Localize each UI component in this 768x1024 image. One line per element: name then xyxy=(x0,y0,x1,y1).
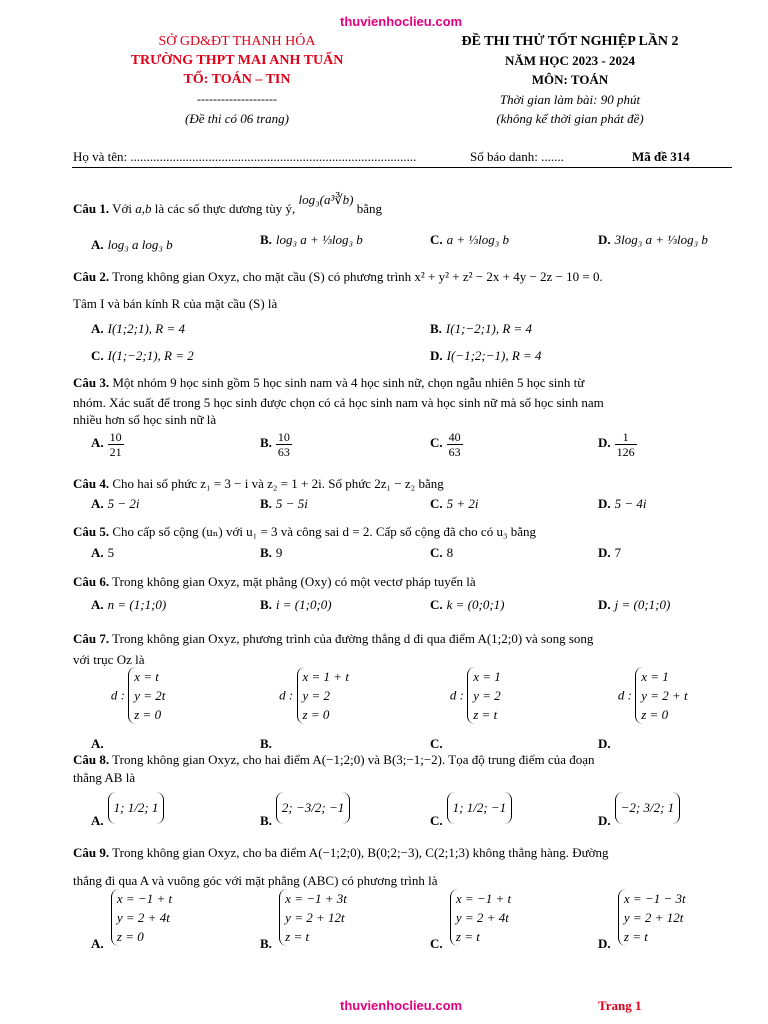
question-3-line-3: nhiều hơn số học sinh nữ là xyxy=(73,412,217,427)
q3-option-a[interactable]: A. $\frac{10}{21}$ xyxy=(91,430,122,459)
equation-system: x = 1 y = 2 z = t xyxy=(467,667,501,724)
school-year: NĂM HỌC 2023 - 2024 xyxy=(505,53,635,68)
q1-option-b[interactable]: B. log₃ a + ⅓log₃ b xyxy=(260,232,363,247)
footer-watermark[interactable]: thuvienhoclieu.com xyxy=(340,998,463,1013)
q8-option-b[interactable]: B.2; −3/2; −1 xyxy=(260,792,350,824)
page-count-note: (Đề thi có 06 trang) xyxy=(185,111,289,126)
exam-code: Mã đề 314 xyxy=(632,149,690,164)
question-8-line-2: thẳng AB là xyxy=(73,770,136,785)
q7-option-b[interactable]: B. d : x = 1 + t y = 2 z = 0 xyxy=(260,669,349,752)
q5-option-c[interactable]: C. 8 xyxy=(430,545,454,560)
q5-option-d[interactable]: D. 7 xyxy=(598,545,622,560)
q3-option-d[interactable]: D. $\frac{1}{126}$ xyxy=(598,430,635,459)
q4-option-d[interactable]: D. 5 − 4i xyxy=(598,496,647,511)
q2-option-a[interactable]: A. I(1;2;1), R = 4 xyxy=(91,321,185,336)
school-name: TRƯỜNG THPT MAI ANH TUẤN xyxy=(130,53,344,68)
header-rule xyxy=(72,167,732,168)
q5-option-b[interactable]: B. 9 xyxy=(260,545,283,560)
q9-option-c[interactable]: C. x = −1 + t y = 2 + 4t z = t xyxy=(430,891,512,952)
q2-option-c[interactable]: C. I(1;−2;1), R = 2 xyxy=(91,348,194,363)
question-6: Câu 6. Trong không gian Oxyz, mặt phẳng (Oxy) có một vectơ pháp tuyến là xyxy=(73,574,476,589)
q9-option-b[interactable]: B. x = −1 + 3t y = 2 + 12t z = t xyxy=(260,891,347,952)
question-1: Câu 1. Với a,b là các số thực dương tùy ý, log₃(a³∛b) bằng xyxy=(73,192,382,216)
equation-system: x = −1 + t y = 2 + 4t z = t xyxy=(450,889,511,946)
equation-system: x = 1 + t y = 2 z = 0 xyxy=(297,667,349,724)
question-7-line-2: với trục Oz là xyxy=(73,652,145,667)
q4-option-b[interactable]: B. 5 − 5i xyxy=(260,496,308,511)
question-4: Câu 4. Cho hai số phức z₁ = 3 − i và z₂ = 1 + 2i. Số phức 2z₁ − z₂ bằng xyxy=(73,476,444,491)
exam-title: ĐỀ THI THỬ TỐT NGHIỆP LẦN 2 xyxy=(461,34,679,49)
subject: MÔN: TOÁN xyxy=(531,72,609,87)
department-name: SỞ GD&ĐT THANH HÓA xyxy=(158,34,316,49)
equation-system: x = t y = 2t z = 0 xyxy=(128,667,165,724)
q8-option-c[interactable]: C.1; 1/2; −1 xyxy=(430,792,512,824)
question-9-line-2: thẳng đi qua A và vuông góc với mặt phẳng (ABC) có phương trình là xyxy=(73,873,438,888)
q6-option-c[interactable]: C. k = (0;0;1) xyxy=(430,597,505,612)
q4-option-c[interactable]: C. 5 + 2i xyxy=(430,496,479,511)
equation-system: x = 1 y = 2 + t z = 0 xyxy=(635,667,687,724)
question-7: Câu 7. Trong không gian Oxyz, phương trình của đường thẳng d đi qua điểm A(1;2;0) và song song xyxy=(73,631,594,646)
q6-option-b[interactable]: B. i = (1;0;0) xyxy=(260,597,332,612)
q8-option-a[interactable]: A.1; 1/2; 1 xyxy=(91,792,164,824)
page-number: Trang 1 xyxy=(598,998,642,1013)
time-note: (không kể thời gian phát đề) xyxy=(496,111,644,126)
equation-system: x = −1 − 3t y = 2 + 12t z = t xyxy=(618,889,686,946)
question-2-line-2: Tâm I và bán kính R của mặt cầu (S) là xyxy=(73,296,278,311)
subject-group: TỔ: TOÁN – TIN xyxy=(183,72,291,87)
equation-system: x = −1 + t y = 2 + 4t z = 0 xyxy=(111,889,172,946)
question-3: Câu 3. Một nhóm 9 học sinh gồm 5 học sinh nam và 4 học sinh nữ, chọn ngẫu nhiên 5 học sinh từ xyxy=(73,375,585,390)
q4-option-a[interactable]: A. 5 − 2i xyxy=(91,496,140,511)
q6-option-d[interactable]: D. j = (0;1;0) xyxy=(598,597,671,612)
question-9: Câu 9. Trong không gian Oxyz, cho ba điểm A(−1;2;0), B(0;2;−3), C(2;1;3) không thẳng hàng. Đường xyxy=(73,845,609,860)
question-5: Câu 5. Cho cấp số cộng (uₙ) với u₁ = 3 và công sai d = 2. Cấp số cộng đã cho có u₃ bằng xyxy=(73,524,536,539)
time-limit: Thời gian làm bài: 90 phút xyxy=(499,92,641,107)
top-watermark[interactable]: thuvienhoclieu.com xyxy=(340,14,463,29)
candidate-id-label[interactable]: Số báo danh: ....... xyxy=(470,149,564,164)
question-2: Câu 2. Trong không gian Oxyz, cho mặt cầu (S) có phương trình x² + y² + z² − 2x + 4y − 2z − 10 = 0. xyxy=(73,269,603,284)
q1-option-a[interactable]: A. log₃ a log₃ b xyxy=(91,237,173,252)
q7-option-d[interactable]: D. d : x = 1 y = 2 + t z = 0 xyxy=(598,669,688,752)
q1-option-c[interactable]: C. a + ⅓log₃ b xyxy=(430,232,510,247)
q2-option-d[interactable]: D. I(−1;2;−1), R = 4 xyxy=(430,348,542,363)
header-dashes: -------------------- xyxy=(197,92,277,106)
question-3-line-2: nhóm. Xác suất để trong 5 học sinh được chọn có cả học sinh nam và học sinh nữ mà số học sinh nam xyxy=(73,395,604,410)
q7-option-c[interactable]: C. d : x = 1 y = 2 z = t xyxy=(430,669,501,752)
q9-option-d[interactable]: D. x = −1 − 3t y = 2 + 12t z = t xyxy=(598,891,686,952)
question-8: Câu 8. Trong không gian Oxyz, cho hai điểm A(−1;2;0) và B(3;−1;−2). Tọa độ trung điểm của đoạn xyxy=(73,752,595,767)
question-label: Câu 1. xyxy=(73,201,110,216)
q3-option-c[interactable]: C. $\frac{40}{63}$ xyxy=(430,430,461,459)
q6-option-a[interactable]: A. n = (1;1;0) xyxy=(91,597,167,612)
equation-system: x = −1 + 3t y = 2 + 12t z = t xyxy=(279,889,347,946)
q1-option-d[interactable]: D. 3log₃ a + ⅓log₃ b xyxy=(598,232,708,247)
q9-option-a[interactable]: A. x = −1 + t y = 2 + 4t z = 0 xyxy=(91,891,173,952)
q2-option-b[interactable]: B. I(1;−2;1), R = 4 xyxy=(430,321,533,336)
q8-option-d[interactable]: D.−2; 3/2; 1 xyxy=(598,792,680,824)
q5-option-a[interactable]: A. 5 xyxy=(91,545,115,560)
q3-option-b[interactable]: B. $\frac{10}{63}$ xyxy=(260,430,290,459)
q7-option-a[interactable]: A. d : x = t y = 2t z = 0 xyxy=(91,669,166,752)
name-field-label[interactable]: Họ và tên: ........................................................................................ xyxy=(73,149,417,164)
